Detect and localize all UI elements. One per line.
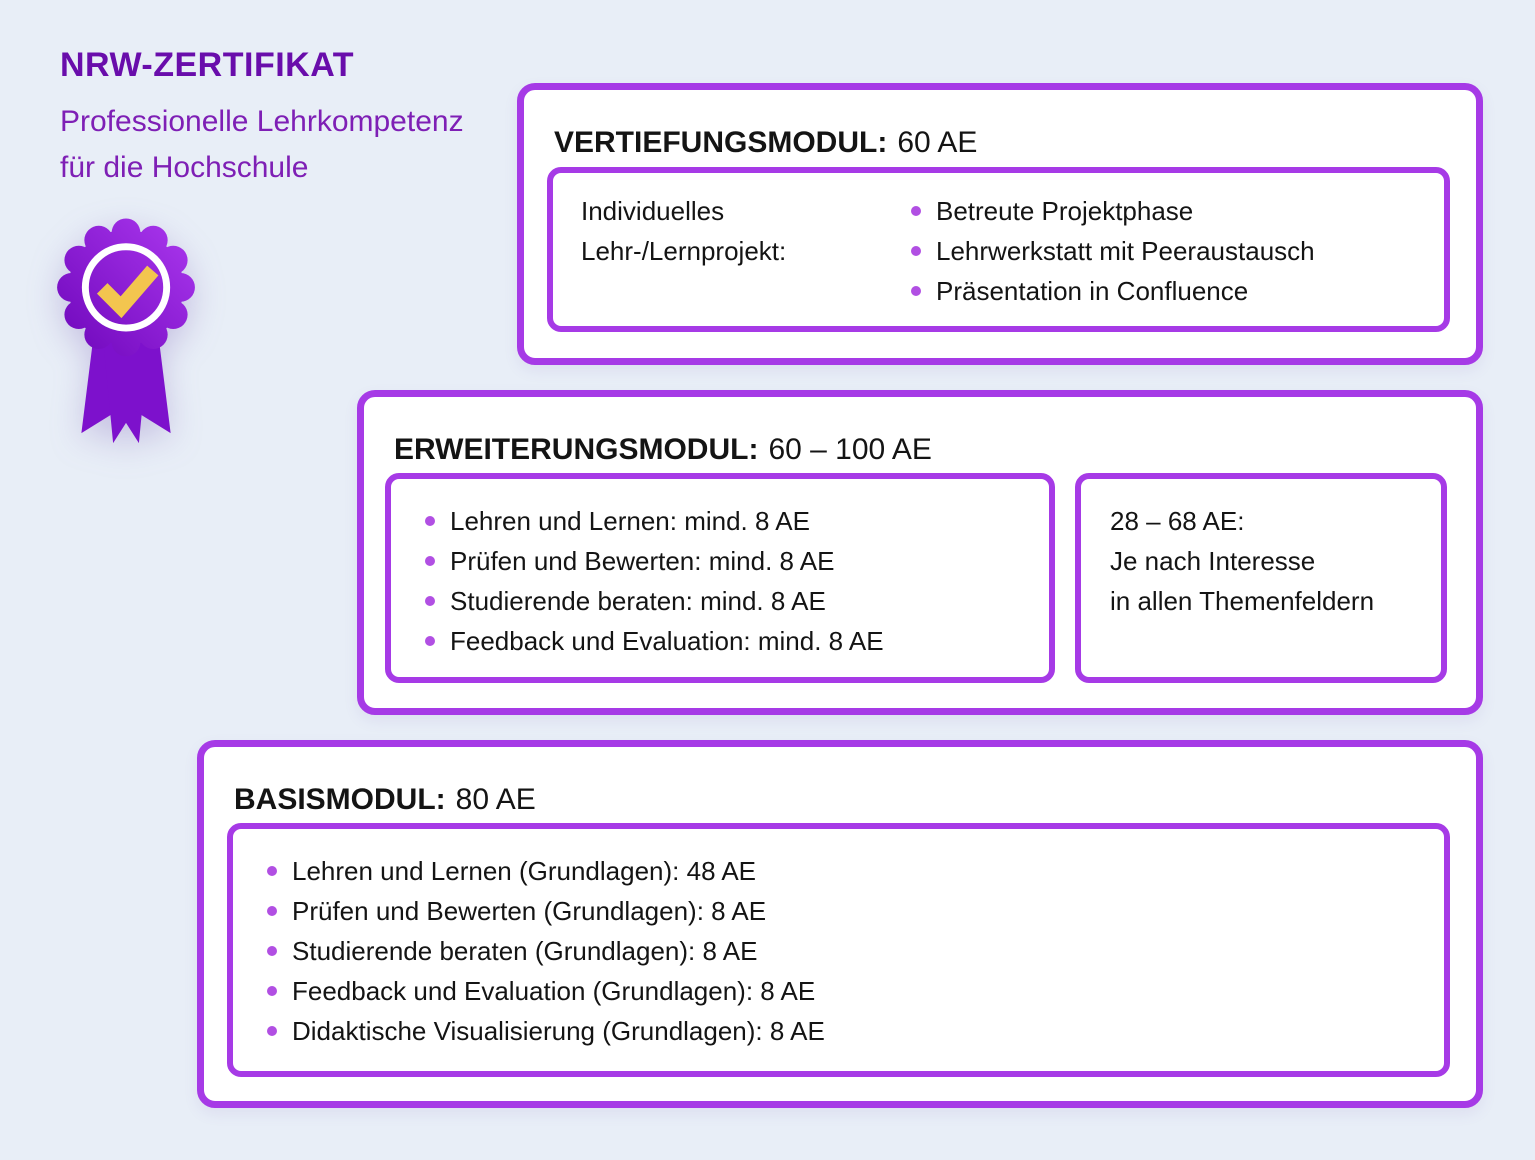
list-item-text: Lehren und Lernen: mind. 8 AE: [450, 506, 810, 536]
list-item-text: Studierende beraten (Grundlagen): 8 AE: [292, 936, 758, 966]
list-item-text: Betreute Projektphase: [936, 196, 1194, 226]
basismodul-list: [267, 851, 1444, 1051]
list-item: [911, 191, 1315, 231]
basismodul-inner-box: [227, 823, 1450, 1077]
list-item-text: Didaktische Visualisierung (Grundlagen): 8 AE: [292, 1016, 825, 1046]
erweiterungsmodul-note-box: [1075, 473, 1447, 683]
side-note-line-2: Je nach Interesse: [1110, 546, 1316, 576]
list-item-text: Präsentation in Confluence: [936, 276, 1249, 306]
vertiefungsmodul-title-bold: VERTIEFUNGSMODUL:: [554, 126, 888, 159]
vertiefungsmodul-inner-box: [547, 167, 1450, 332]
page-title: NRW-ZERTIFIKAT: [60, 46, 355, 84]
list-item: [425, 581, 1049, 621]
erweiterungsmodul-topics-box: [385, 473, 1055, 683]
project-label-line-1: Individuelles: [581, 196, 725, 226]
project-label-line-2: Lehr-/Lernprojekt:: [581, 236, 787, 266]
vertiefungsmodul-title: [554, 126, 1476, 160]
page-subtitle: [60, 99, 540, 191]
list-item: [267, 931, 1444, 971]
header: [60, 45, 540, 191]
erweiterungsmodul-title-hours: 60 – 100 AE: [768, 433, 932, 466]
bullet-icon: [911, 246, 921, 256]
subtitle-line-2: für die Hochschule: [60, 151, 309, 184]
vertiefungsmodul-list: [911, 191, 1315, 311]
list-item-text: Feedback und Evaluation: mind. 8 AE: [450, 626, 884, 656]
list-item: [267, 851, 1444, 891]
list-item-text: Prüfen und Bewerten (Grundlagen): 8 AE: [292, 896, 767, 926]
bullet-icon: [267, 866, 277, 876]
bullet-icon: [911, 286, 921, 296]
bullet-icon: [267, 946, 277, 956]
vertiefungsmodul-title-hours: 60 AE: [897, 126, 978, 159]
erweiterungsmodul-list: [425, 501, 1049, 661]
list-item: [425, 501, 1049, 541]
basismodul-title-bold: BASISMODUL:: [234, 783, 446, 816]
certificate-badge-icon: [46, 213, 208, 451]
erweiterungsmodul-title-bold: ERWEITERUNGSMODUL:: [394, 433, 759, 466]
basismodul-title: [234, 783, 1476, 817]
subtitle-line-1: Professionelle Lehrkompetenz: [60, 105, 464, 138]
list-item: [911, 231, 1315, 271]
side-note-line-3: in allen Themenfeldern: [1110, 586, 1375, 616]
erweiterungsmodul-box: [357, 390, 1483, 715]
bullet-icon: [425, 516, 435, 526]
project-label: [581, 191, 911, 311]
list-item: [267, 891, 1444, 931]
bullet-icon: [267, 1026, 277, 1036]
list-item: [911, 271, 1315, 311]
vertiefungsmodul-box: [517, 83, 1483, 365]
list-item: [267, 971, 1444, 1011]
list-item: [425, 541, 1049, 581]
bullet-icon: [911, 206, 921, 216]
list-item-text: Studierende beraten: mind. 8 AE: [450, 586, 826, 616]
erweiterungsmodul-title: [394, 433, 1476, 467]
side-note: [1110, 501, 1441, 621]
bullet-icon: [425, 596, 435, 606]
list-item-text: Lehren und Lernen (Grundlagen): 48 AE: [292, 856, 757, 886]
basismodul-box: [197, 740, 1483, 1108]
side-note-line-1: 28 – 68 AE:: [1110, 506, 1245, 536]
bullet-icon: [267, 986, 277, 996]
list-item: [425, 621, 1049, 661]
bullet-icon: [267, 906, 277, 916]
badge-rosette-icon: [57, 218, 195, 356]
basismodul-title-hours: 80 AE: [455, 783, 536, 816]
list-item-text: Lehrwerkstatt mit Peeraustausch: [936, 236, 1315, 266]
bullet-icon: [425, 636, 435, 646]
bullet-icon: [425, 556, 435, 566]
list-item-text: Feedback und Evaluation (Grundlagen): 8 AE: [292, 976, 816, 1006]
list-item-text: Prüfen und Bewerten: mind. 8 AE: [450, 546, 835, 576]
list-item: [267, 1011, 1444, 1051]
